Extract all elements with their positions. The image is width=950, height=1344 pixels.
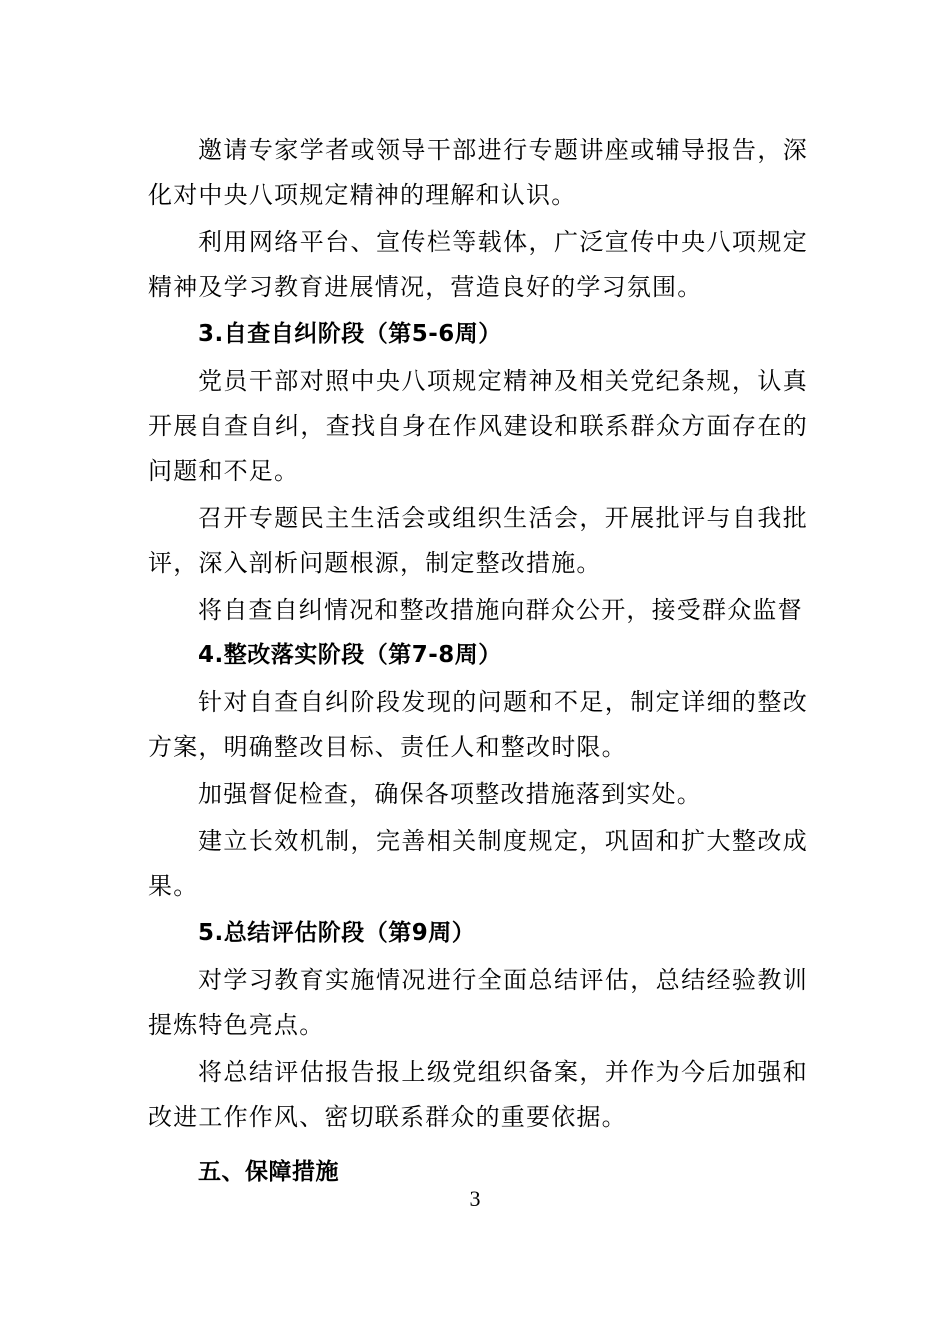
paragraph-rectification-plan: 针对自查自纠阶段发现的问题和不足，制定详细的整改方案，明确整改目标、责任人和整改时限。 (148, 688, 808, 761)
paragraph-self-check: 党员干部对照中央八项规定精神及相关党纪条规，认真开展自查自纠，查找自身在作风建设和联系群众方面存在的问题和不足。 (148, 367, 808, 485)
document-body (148, 128, 808, 1195)
heading-rectification-stage: 4.整改落实阶段（第7-8周） (198, 642, 502, 668)
paragraph-publicity: 利用网络平台、宣传栏等载体，广泛宣传中央八项规定精神及学习教育进展情况，营造良好的学习氛围。 (148, 228, 808, 301)
paragraph-report-filing: 将总结评估报告报上级党组织备案，并作为今后加强和改进工作作风、密切联系群众的重要依据。 (148, 1058, 808, 1131)
paragraph-supervision: 加强督促检查，确保各项整改措施落到实处。 (198, 780, 702, 808)
paragraph-democratic-meeting: 召开专题民主生活会或组织生活会，开展批评与自我批评，深入剖析问题根源，制定整改措施。 (148, 504, 808, 577)
heading-evaluation-stage: 5.总结评估阶段（第9周） (198, 920, 476, 946)
paragraph-long-term-mechanism: 建立长效机制，完善相关制度规定，巩固和扩大整改成果。 (148, 827, 808, 900)
heading-self-check-stage: 3.自查自纠阶段（第5-6周） (198, 321, 502, 347)
paragraph-public-supervision: 将自查自纠情况和整改措施向群众公开，接受群众监督 (198, 596, 803, 624)
heading-safeguard-measures: 五、保障措施 (198, 1159, 339, 1185)
paragraph-summary-evaluation: 对学习教育实施情况进行全面总结评估，总结经验教训提炼特色亮点。 (148, 966, 808, 1039)
page-number: 3 (469, 1186, 481, 1211)
paragraph-expert-lectures: 邀请专家学者或领导干部进行专题讲座或辅导报告，深化对中央八项规定精神的理解和认识。 (148, 136, 808, 209)
